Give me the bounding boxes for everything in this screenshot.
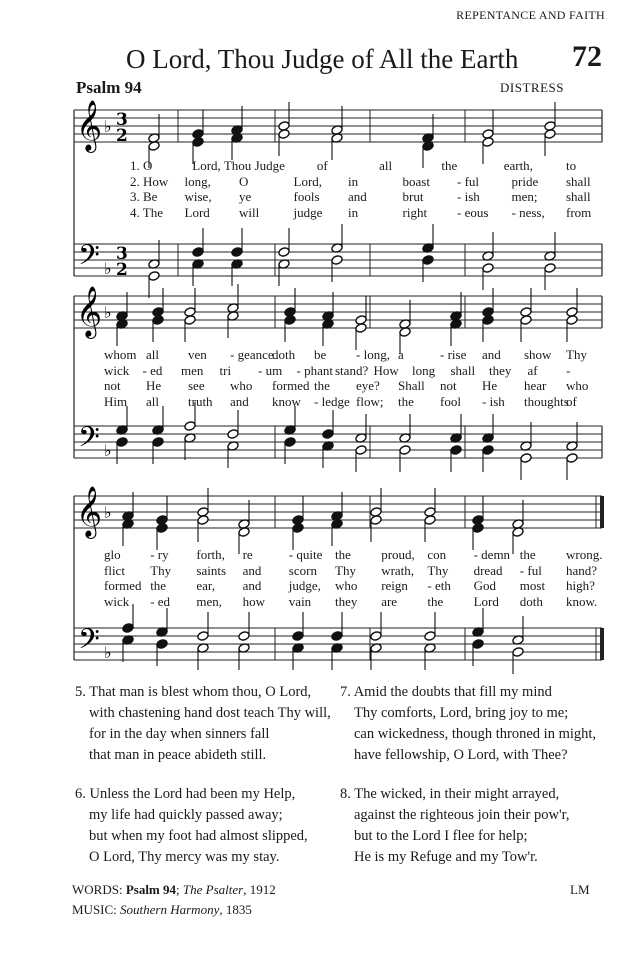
lyric-syllable: truth bbox=[188, 393, 213, 409]
bass-clef-icon: 𝄢 bbox=[78, 421, 100, 461]
lyric-syllable: judge bbox=[293, 204, 323, 220]
stanza-line: for in the day when sinners fall bbox=[89, 726, 270, 742]
lyric-syllable: proud, bbox=[381, 547, 415, 562]
note-head bbox=[184, 421, 196, 432]
lyric-syllable: whom bbox=[104, 347, 137, 362]
stanza-line: The wicked, in their might arrayed, bbox=[354, 786, 560, 802]
lyric-syllable: long, bbox=[184, 173, 211, 189]
flat-icon: ♭ bbox=[104, 643, 112, 662]
note-head bbox=[566, 315, 578, 326]
lyric-syllable: - ish bbox=[457, 189, 480, 204]
lyric-syllable: be bbox=[314, 347, 327, 362]
flat-icon: ♭ bbox=[104, 117, 112, 136]
credits bbox=[72, 880, 276, 920]
note-head bbox=[355, 323, 367, 334]
lyric-line bbox=[0, 158, 640, 174]
note-head bbox=[197, 515, 209, 526]
stanza-number: 5. bbox=[75, 684, 86, 700]
lyric-syllable: the bbox=[441, 158, 458, 173]
meter-label: LM bbox=[570, 882, 590, 897]
lyric-syllable: of bbox=[316, 158, 328, 173]
lyric-syllable: men; bbox=[511, 189, 538, 204]
note-head bbox=[231, 247, 243, 258]
note-head bbox=[424, 515, 436, 526]
note-head bbox=[192, 137, 204, 148]
lyric-syllable: - ry bbox=[150, 547, 169, 562]
lyric-line bbox=[0, 174, 640, 190]
stanza-line: my life had quickly passed away; bbox=[89, 807, 283, 823]
lyric-syllable: Lord, bbox=[293, 173, 323, 189]
lyric-syllable: - phant bbox=[296, 362, 333, 378]
stanza-number: 8. bbox=[340, 786, 351, 802]
stanza-line: He is my Refuge and my Tow'r. bbox=[354, 849, 538, 865]
note-head bbox=[482, 263, 494, 274]
note-head bbox=[482, 315, 494, 326]
lyric-syllable: doth bbox=[272, 347, 296, 362]
lyric-syllable: reign bbox=[381, 578, 408, 593]
lyric-syllable: wrong. bbox=[566, 547, 603, 562]
lyric-line bbox=[0, 563, 640, 579]
lyric-syllable: 3. Be bbox=[130, 189, 158, 204]
lyric-syllable: and bbox=[348, 189, 367, 204]
lyric-syllable: Him bbox=[104, 393, 128, 409]
lyric-syllable: right bbox=[402, 204, 428, 220]
note-head bbox=[152, 315, 164, 326]
note-head bbox=[227, 429, 239, 440]
lyric-syllable: - quite bbox=[288, 547, 323, 562]
time-signature: 2 bbox=[116, 126, 128, 146]
note-head bbox=[370, 515, 382, 526]
note-head bbox=[197, 631, 209, 642]
lyric-syllable: and bbox=[482, 347, 501, 362]
stanza-line: have fellowship, O Lord, with Thee? bbox=[354, 747, 568, 763]
lyric-syllable: are bbox=[381, 593, 398, 609]
note-head bbox=[472, 523, 484, 534]
lyric-syllable: high? bbox=[566, 578, 595, 593]
stanza-line: but to the Lord I flee for help; bbox=[354, 828, 528, 844]
lyric-syllable: vain bbox=[288, 593, 312, 609]
lyric-syllable: - demn bbox=[473, 547, 511, 562]
lyric-syllable: long bbox=[412, 362, 436, 378]
lyric-syllable: brut bbox=[402, 189, 424, 204]
treble-clef-icon: 𝄞 bbox=[76, 286, 103, 337]
note-head bbox=[544, 129, 556, 140]
stanza-6 bbox=[75, 784, 308, 868]
lyric-syllable: not bbox=[440, 378, 457, 393]
note-head bbox=[156, 639, 168, 650]
note-head bbox=[424, 631, 436, 642]
flat-icon: ♭ bbox=[104, 259, 112, 278]
note-head bbox=[322, 429, 334, 440]
lyric-syllable: He bbox=[146, 378, 162, 393]
lyric-syllable: to bbox=[566, 158, 577, 173]
lyric-line bbox=[0, 347, 640, 363]
note-head bbox=[520, 453, 532, 464]
lyric-syllable: scorn bbox=[288, 562, 317, 578]
note-head bbox=[482, 445, 494, 456]
lyric-syllable: shall bbox=[566, 189, 591, 204]
lyric-syllable: Thy bbox=[150, 562, 172, 578]
stanza-number: 7. bbox=[340, 684, 351, 700]
stanza-line: Unless the Lord had been my Help, bbox=[89, 786, 296, 802]
lyric-syllable: see bbox=[188, 378, 205, 393]
lyric-syllable: all bbox=[379, 158, 393, 173]
lyric-syllable: He bbox=[482, 378, 498, 393]
lyric-syllable: flict bbox=[104, 562, 125, 578]
lyric-syllable: most bbox=[519, 578, 546, 593]
lyric-syllable: af bbox=[527, 362, 538, 378]
category-label: REPENTANCE AND FAITH bbox=[456, 8, 605, 22]
lyric-syllable: Lord, Thou bbox=[192, 158, 252, 173]
tune-name: DISTRESS bbox=[500, 80, 564, 95]
note-head bbox=[399, 445, 411, 456]
lyric-syllable: Thy bbox=[427, 562, 449, 578]
lyric-syllable: Lord bbox=[473, 593, 499, 609]
lyric-syllable: hear bbox=[524, 378, 547, 393]
lyric-syllable: shall bbox=[566, 173, 591, 189]
lyric-syllable: - ish bbox=[482, 393, 505, 409]
stanza-7 bbox=[340, 682, 596, 766]
lyric-syllable: who bbox=[230, 378, 253, 393]
note-head bbox=[192, 247, 204, 258]
lyric-syllable: shall bbox=[450, 362, 476, 378]
lyric-syllable: Shall bbox=[398, 378, 425, 393]
lyric-syllable: pride bbox=[511, 173, 539, 189]
lyric-syllable: they bbox=[335, 593, 358, 609]
note-head bbox=[331, 631, 343, 642]
lyric-syllable: - geance bbox=[230, 347, 274, 362]
lyric-syllable: the bbox=[335, 547, 351, 562]
lyric-syllable: know. bbox=[566, 593, 598, 609]
lyric-syllable: men bbox=[181, 362, 204, 378]
stanza-line: can wickedness, though throned in might, bbox=[354, 726, 597, 742]
lyric-syllable: glo bbox=[104, 547, 121, 562]
lyric-syllable: 2. How bbox=[130, 173, 169, 189]
lyric-syllable: - ful bbox=[457, 173, 480, 189]
lyric-syllable: boast bbox=[402, 173, 430, 189]
lyric-syllable: fools bbox=[293, 189, 320, 204]
lyric-syllable: who bbox=[335, 578, 358, 593]
lyric-syllable: ven bbox=[188, 347, 207, 362]
lyric-syllable: they bbox=[489, 362, 512, 378]
note-head bbox=[156, 523, 168, 534]
lyric-line bbox=[0, 363, 640, 379]
lyric-syllable: - long, bbox=[356, 347, 390, 362]
lyric-syllable: 4. The bbox=[130, 204, 163, 220]
lyric-line bbox=[0, 578, 640, 594]
note-head bbox=[148, 271, 160, 282]
lyric-syllable: show bbox=[524, 347, 552, 362]
note-head bbox=[472, 639, 484, 650]
lyric-syllable: - ledge bbox=[314, 393, 350, 409]
note-head bbox=[278, 247, 290, 258]
lyric-syllable: tri bbox=[219, 362, 232, 378]
time-signature: 3 bbox=[116, 110, 128, 130]
lyric-syllable: Thy bbox=[566, 347, 587, 362]
lyric-syllable: Judge bbox=[254, 158, 285, 173]
note-head bbox=[422, 255, 434, 266]
hymn-number: 72 bbox=[572, 40, 602, 73]
note-head bbox=[152, 437, 164, 448]
words-credit: WORDS: Psalm 94; The Psalter, 1912 bbox=[72, 882, 276, 897]
lyric-syllable: Lord bbox=[184, 204, 210, 220]
stanza-number: 6. bbox=[75, 786, 86, 802]
flat-icon: ♭ bbox=[104, 503, 112, 522]
stanza-line: O Lord, Thy mercy was my stay. bbox=[89, 849, 280, 865]
stanza-8 bbox=[340, 784, 569, 868]
time-signature: 2 bbox=[116, 260, 128, 280]
lyric-syllable: ear, bbox=[196, 578, 215, 593]
stanza-line: with chastening hand dost teach Thy will, bbox=[89, 705, 331, 721]
flat-icon: ♭ bbox=[104, 441, 112, 460]
lyric-syllable: thoughts bbox=[524, 393, 569, 409]
lyric-syllable: all bbox=[146, 347, 159, 362]
lyric-syllable: judge, bbox=[288, 578, 321, 593]
lyric-syllable: in bbox=[348, 173, 359, 189]
note-head bbox=[566, 453, 578, 464]
note-head bbox=[238, 631, 250, 642]
note-head bbox=[370, 631, 382, 642]
lyric-syllable: God bbox=[473, 578, 496, 593]
lyric-syllable: who bbox=[566, 378, 589, 393]
lyric-syllable: the bbox=[427, 593, 444, 609]
stanza-line: Amid the doubts that fill my mind bbox=[353, 684, 552, 700]
lyric-syllable: earth, bbox=[503, 158, 533, 173]
lyric-syllable: stand? bbox=[335, 362, 369, 378]
note-head bbox=[292, 631, 304, 642]
lyric-syllable: eye? bbox=[356, 378, 380, 393]
lyric-syllable: will bbox=[239, 204, 260, 220]
bass-clef-icon: 𝄢 bbox=[78, 623, 100, 663]
note-head bbox=[116, 437, 128, 448]
lyric-syllable: the bbox=[398, 393, 414, 409]
lyric-syllable: - ed bbox=[142, 362, 163, 378]
lyric-syllable: flow; bbox=[356, 393, 384, 409]
lyric-syllable: and bbox=[242, 578, 262, 593]
lyric-syllable: wrath, bbox=[381, 562, 415, 578]
lyric-syllable: dread bbox=[473, 562, 503, 578]
lyric-syllable: - bbox=[566, 362, 571, 378]
lyric-syllable: - rise bbox=[440, 347, 467, 362]
note-head bbox=[184, 315, 196, 326]
note-head bbox=[284, 437, 296, 448]
time-signature: 3 bbox=[116, 244, 128, 264]
note-head bbox=[331, 255, 343, 266]
bass-clef-icon: 𝄢 bbox=[78, 239, 100, 279]
treble-clef-icon: 𝄞 bbox=[76, 100, 103, 151]
lyric-syllable: doth bbox=[519, 593, 543, 609]
lyric-syllable: 1. O bbox=[130, 158, 153, 173]
note-head bbox=[520, 315, 532, 326]
music-credit: MUSIC: Southern Harmony, 1835 bbox=[72, 902, 252, 917]
psalm-reference: Psalm 94 bbox=[76, 78, 142, 97]
stanza-line: but when my foot had almost slipped, bbox=[89, 828, 308, 844]
lyric-syllable: the bbox=[314, 378, 330, 393]
lyric-line bbox=[0, 205, 640, 221]
note-head bbox=[284, 315, 296, 326]
lyric-syllable: - eous bbox=[457, 204, 489, 220]
lyric-syllable: O bbox=[239, 173, 249, 189]
note-head bbox=[292, 523, 304, 534]
lyric-line bbox=[0, 594, 640, 610]
lyric-syllable: - eth bbox=[427, 578, 451, 593]
lyric-syllable: re bbox=[242, 547, 253, 562]
lyric-line bbox=[0, 189, 640, 205]
lyric-line bbox=[0, 547, 640, 563]
lyric-syllable: the bbox=[519, 547, 536, 562]
lyric-syllable: ye bbox=[239, 189, 252, 204]
lyric-syllable: how bbox=[242, 593, 265, 609]
lyric-line bbox=[0, 394, 640, 410]
lyric-syllable: fool bbox=[440, 393, 461, 409]
lyric-syllable: all bbox=[146, 393, 159, 409]
stanza-line: against the righteous join their pow'r, bbox=[354, 807, 570, 823]
note-head bbox=[544, 263, 556, 274]
lyric-syllable: formed bbox=[104, 578, 142, 593]
stanza-5 bbox=[75, 682, 331, 766]
lyric-syllable: know bbox=[272, 393, 301, 409]
note-head bbox=[482, 137, 494, 148]
lyric-syllable: - ness, bbox=[511, 204, 545, 220]
note-head bbox=[355, 445, 367, 456]
lyric-syllable: and bbox=[242, 562, 262, 578]
stanza-line: Thy comforts, Lord, bring joy to me; bbox=[354, 705, 569, 721]
lyric-syllable: wise, bbox=[184, 189, 212, 204]
note-head bbox=[450, 445, 462, 456]
lyric-syllable: con bbox=[427, 547, 447, 562]
lyric-syllable: from bbox=[566, 204, 592, 220]
lyric-syllable: in bbox=[348, 204, 359, 220]
lyric-syllable: wick bbox=[104, 593, 130, 609]
note-head bbox=[278, 129, 290, 140]
stanza-line: That man is blest whom thou, O Lord, bbox=[89, 684, 312, 700]
lyric-syllable: How bbox=[373, 362, 399, 378]
lyric-syllable: - ed bbox=[150, 593, 171, 609]
lyric-syllable: hand? bbox=[566, 562, 598, 578]
lyric-syllable: formed bbox=[272, 378, 310, 393]
note-head bbox=[122, 623, 134, 634]
lyric-syllable: wick bbox=[104, 362, 130, 378]
lyric-syllable: - ful bbox=[519, 562, 542, 578]
hymn-title: O Lord, Thou Judge of All the Earth bbox=[126, 44, 519, 74]
note-head bbox=[512, 647, 524, 658]
lyric-syllable: and bbox=[230, 393, 249, 409]
treble-clef-icon: 𝄞 bbox=[76, 486, 103, 537]
lyric-syllable: forth, bbox=[196, 547, 225, 562]
lyric-syllable: of bbox=[566, 393, 577, 409]
lyric-syllable: saints bbox=[196, 562, 227, 578]
flat-icon: ♭ bbox=[104, 303, 112, 322]
lyric-syllable: Thy bbox=[335, 562, 356, 578]
stanza-line: that man in peace abideth still. bbox=[89, 747, 267, 763]
lyric-syllable: not bbox=[104, 378, 121, 393]
lyric-syllable: - um bbox=[258, 362, 283, 378]
lyric-syllable: a bbox=[398, 347, 404, 362]
lyric-line bbox=[0, 378, 640, 394]
lyric-syllable: the bbox=[150, 578, 167, 593]
lyric-syllable: men, bbox=[196, 593, 223, 609]
